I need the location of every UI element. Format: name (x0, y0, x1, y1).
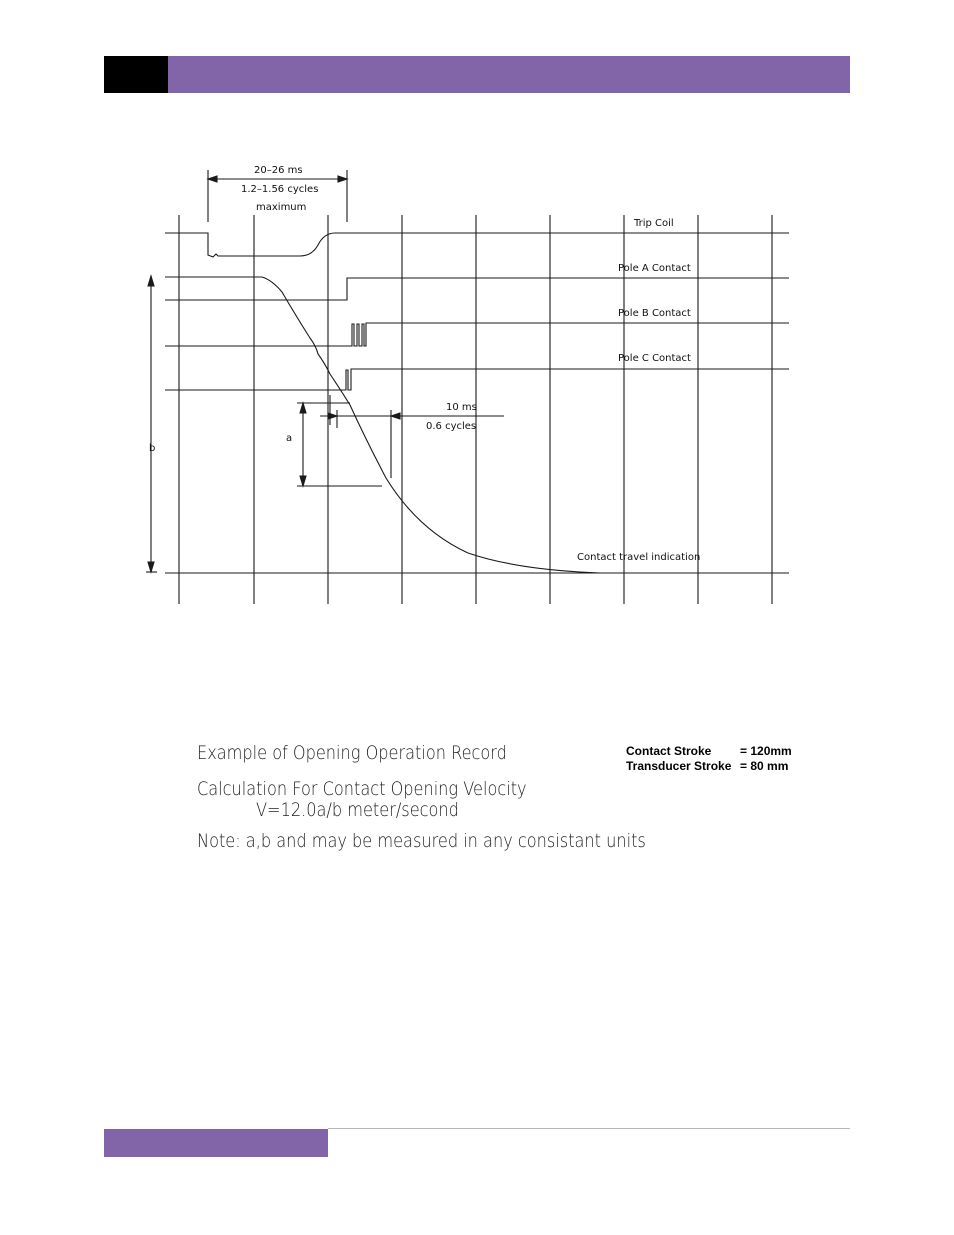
pole-c-label: Pole C Contact (618, 353, 691, 364)
dim-b-arrow-bottom (148, 562, 154, 572)
timing-label-ms: 20–26 ms (254, 165, 303, 176)
footer-rule (328, 1128, 850, 1129)
spec-value: = 120mm (740, 744, 792, 758)
spec-value: = 80 mm (740, 759, 789, 773)
pole-a-trace (165, 278, 789, 300)
trip-coil-trace (165, 233, 789, 257)
dim-a-arrow-bottom (300, 476, 306, 486)
pole-b-label: Pole B Contact (618, 308, 691, 319)
caption-calculation: Calculation For Contact Opening Velocity (197, 778, 527, 800)
interval-label-ms: 10 ms (446, 402, 477, 413)
spec-label: Transducer Stroke (626, 759, 732, 773)
footer-bar (104, 1129, 328, 1157)
pole-a-label: Pole A Contact (618, 263, 691, 274)
travel-label: Contact travel indication (577, 552, 701, 563)
spec-label: Contact Stroke (626, 744, 712, 758)
caption-title: Example of Opening Operation Record (197, 742, 507, 764)
spec-row-transducer-stroke (626, 759, 792, 774)
stroke-specs (626, 744, 792, 774)
dim-a-arrow-top (300, 403, 306, 413)
timing-arrow-right (338, 176, 347, 182)
spec-row-contact-stroke (626, 744, 792, 759)
caption-note: Note: a,b and may be measured in any consistant units (197, 830, 646, 852)
timing-label-maximum: maximum (256, 202, 307, 213)
trip-coil-label: Trip Coil (634, 218, 674, 229)
interval-label-cycles: 0.6 cycles (426, 421, 477, 432)
timing-label-cycles: 1.2–1.56 cycles (241, 184, 319, 195)
dim-a-label: a (286, 433, 293, 444)
pole-b-trace (165, 323, 789, 346)
interval-arrow-right (391, 413, 400, 419)
dim-b-label: b (149, 443, 156, 454)
pole-c-trace (165, 369, 789, 390)
caption-formula: V=12.0a/b meter/second (256, 799, 459, 821)
dim-b-arrow-top (148, 276, 154, 286)
interval-arrow-left (328, 413, 337, 419)
timing-arrow-left (208, 176, 217, 182)
